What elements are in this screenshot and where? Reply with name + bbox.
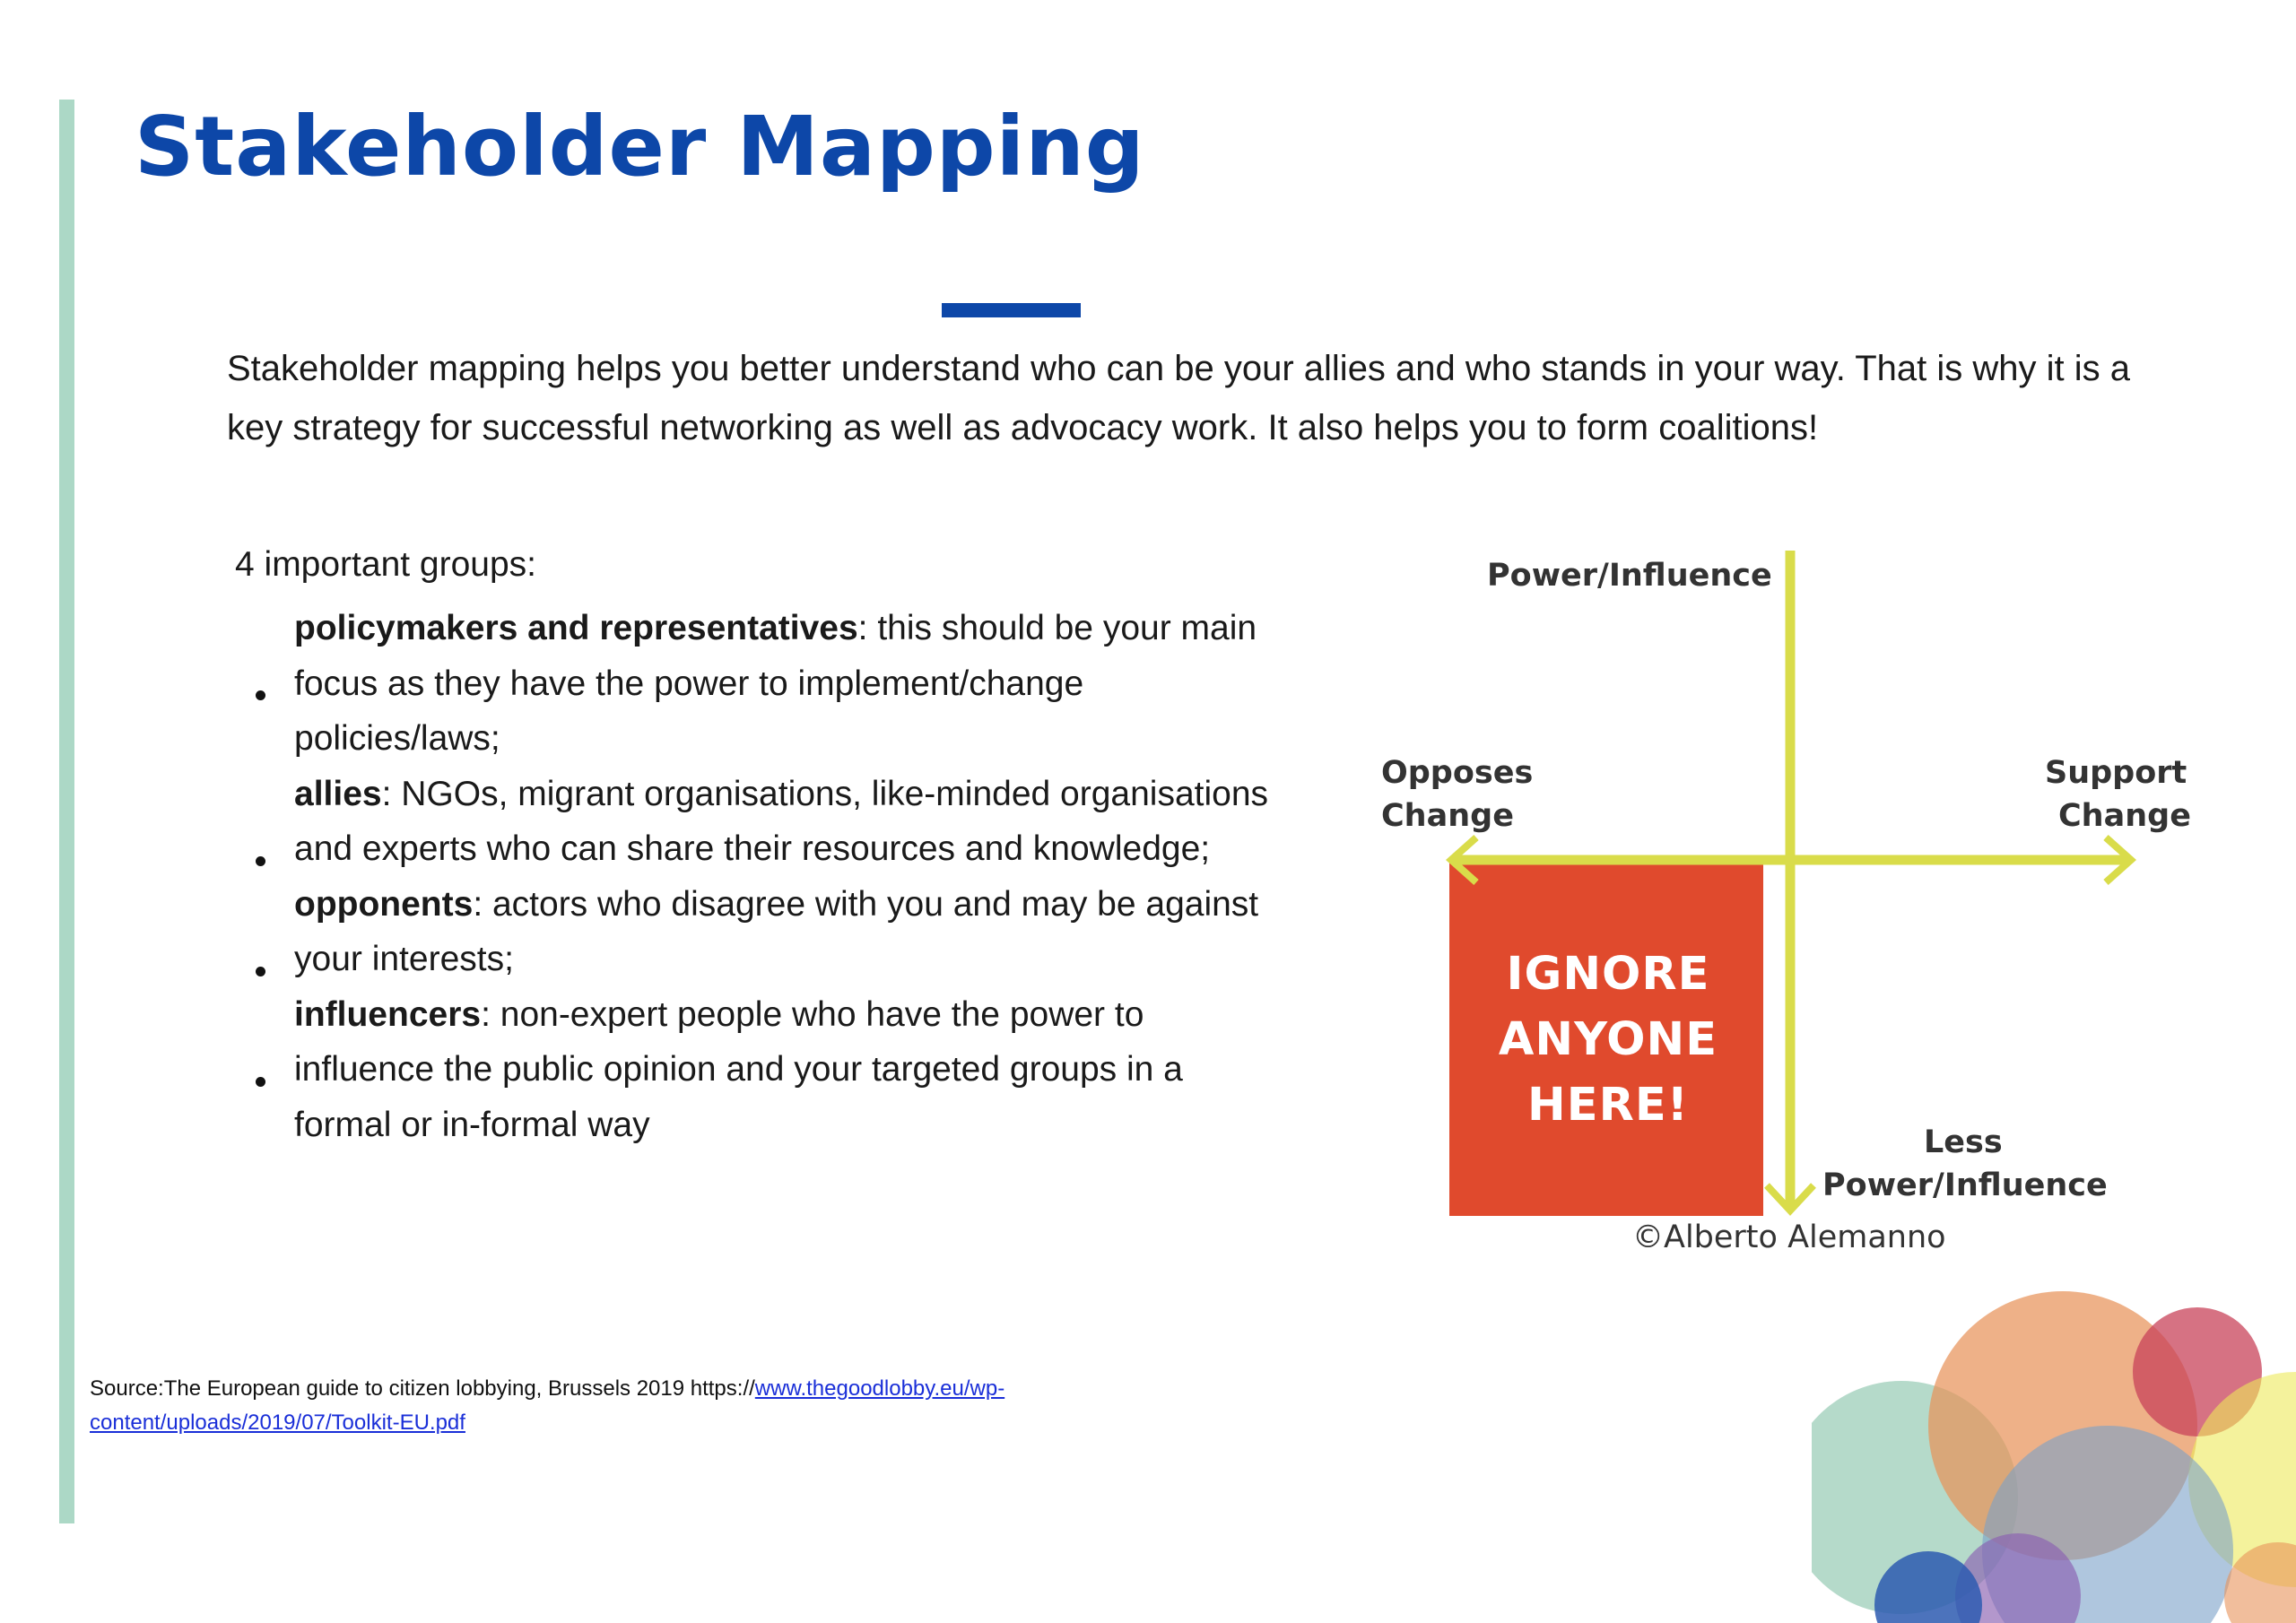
group-description: : actors who disagree with you and may be against your interests;	[294, 884, 1259, 978]
group-term: opponents	[294, 884, 474, 924]
label-less: Less	[1924, 1124, 2003, 1160]
group-term: policymakers and representatives	[294, 609, 858, 647]
group-description: : NGOs, migrant organisations, like-minded organisations and experts who can share their resources and knowledge;	[294, 774, 1269, 868]
diagram-credit: ©Alberto Alemanno	[1632, 1219, 1946, 1255]
decorative-bubbles	[1812, 1282, 2296, 1623]
source-text: Source:The European guide to citizen lobbying, Brussels 2019 https://	[90, 1376, 755, 1401]
ignore-line-3: HERE!	[1527, 1079, 1689, 1132]
source-citation	[90, 1372, 1166, 1440]
list-item	[294, 877, 1290, 987]
groups-list	[294, 601, 1290, 1152]
intro-paragraph: Stakeholder mapping helps you better understand who can be your allies and who stands in your way. That is why it is a key strategy for successful networking as well as advocacy work. It also helps you to form coalitions!	[227, 349, 2130, 447]
title-underline	[942, 303, 1081, 317]
ignore-line-2: ANYONE	[1498, 1013, 1718, 1066]
label-opposes-change: Change	[1381, 798, 1514, 834]
list-item	[294, 987, 1290, 1153]
list-item	[294, 601, 1290, 767]
group-term: influencers	[294, 994, 482, 1034]
group-term: allies	[294, 774, 382, 813]
label-less-power-influence: Power/Influence	[1822, 1167, 2108, 1203]
ignore-line-1: IGNORE	[1506, 948, 1710, 1001]
label-support-change: Change	[2058, 798, 2191, 834]
group-description: : this should be your main focus as they have the power to implement/change policies/laws;	[294, 609, 1257, 758]
group-description: : non-expert people who have the power to influence the public opinion and your targeted groups in a formal or in-formal way	[294, 994, 1183, 1144]
accent-side-bar	[59, 100, 74, 1523]
source-link[interactable]: www.thegoodlobby.eu/wp-content/uploads/2019/07/Toolkit-EU.pdf	[90, 1376, 1005, 1435]
ignore-quadrant-text	[1451, 942, 1765, 1138]
label-power-influence: Power/Influence	[1487, 558, 1772, 594]
stakeholder-diagram	[1372, 547, 2206, 1291]
label-support: Support	[2045, 755, 2187, 791]
list-item	[294, 767, 1290, 877]
label-opposes: Opposes	[1381, 755, 1534, 791]
slide-title: Stakeholder Mapping	[135, 99, 1145, 195]
groups-heading: 4 important groups:	[235, 545, 537, 584]
